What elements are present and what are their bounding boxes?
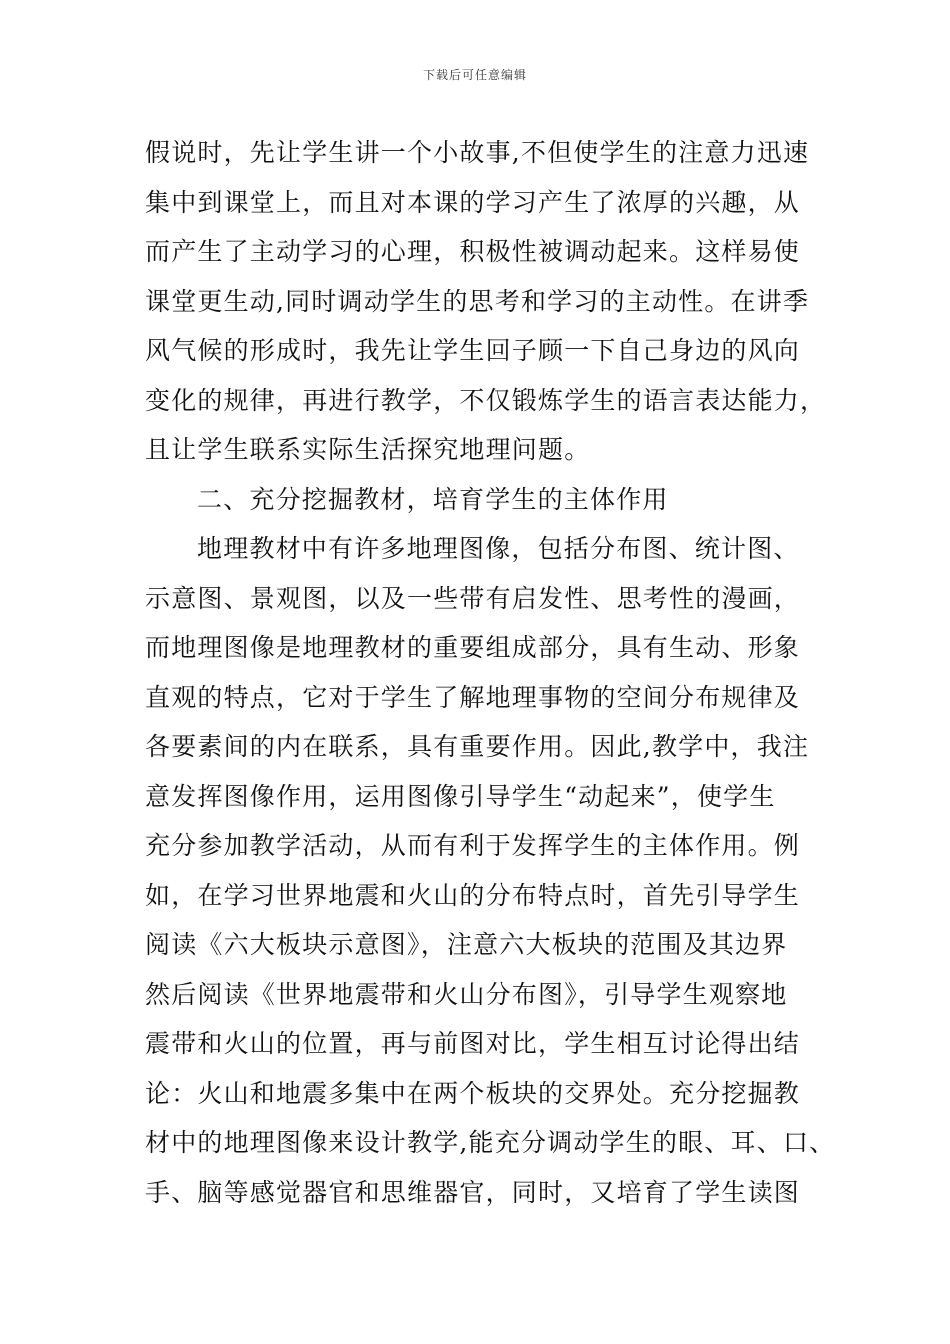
- text-line: 示意图、景观图，以及一些带有启发性、思考性的漫画，: [145, 583, 801, 613]
- page-header: 下载后可任意编辑: [422, 68, 527, 82]
- text-line: 论：火山和地震多集中在两个板块的交界处。充分挖掘教: [145, 1078, 801, 1108]
- paragraph-first-line: 地理教材中有许多地理图像，包括分布图、统计图、: [197, 534, 800, 563]
- text-line: 阅读《六大板块示意图》，注意六大板块的范围及其边界: [145, 930, 788, 959]
- document-body: [145, 128, 836, 1217]
- text-line: 风气候的形成时，我先让学生回子顾一下自己身边的风向: [145, 336, 801, 365]
- text-line: 直观的特点，它对于学生了解地理事物的空间分布规律及: [145, 682, 801, 712]
- text-line: 充分参加教学活动，从而有利于发挥学生的主体作用。例: [145, 831, 801, 860]
- text-line: 变化的规律，再进行教学，不仅锻炼学生的语言表达能力，: [145, 385, 827, 415]
- text-line: 集中到课堂上，而且对本课的学习产生了浓厚的兴趣，从: [145, 187, 801, 217]
- text-line: 如，在学习世界地震和火山的分布特点时，首先引导学生: [145, 880, 801, 910]
- text-line: 材中的地理图像来设计教学,能充分调动学生的眼、耳、口、: [145, 1128, 836, 1157]
- text-line: 课堂更生动,同时调动学生的思考和学习的主动性。在讲季: [145, 286, 810, 316]
- text-line: 假说时，先让学生讲一个小故事,不但使学生的注意力迅速: [145, 138, 810, 167]
- text-line: 震带和火山的位置，再与前图对比，学生相互讨论得出结: [145, 1029, 801, 1058]
- text-line: 各要素间的内在联系，具有重要作用。因此,教学中，我注: [145, 732, 810, 761]
- text-line: 且让学生联系实际生活探究地理问题。: [145, 435, 591, 464]
- text-line: 然后阅读《世界地震带和火山分布图》，引导学生观察地: [145, 979, 788, 1009]
- text-line: 意发挥图像作用，运用图像引导学生“动起来”，使学生: [145, 781, 776, 811]
- text-line: 手、脑等感觉器官和思维器官，同时，又培育了学生读图: [145, 1177, 801, 1207]
- text-line: 而地理图像是地理教材的重要组成部分，具有生动、形象: [145, 633, 801, 662]
- section-heading: 二、充分挖掘教材，培育学生的主体作用: [197, 484, 669, 514]
- text-line: 而产生了主动学习的心理，积极性被调动起来。这样易使: [145, 237, 801, 266]
